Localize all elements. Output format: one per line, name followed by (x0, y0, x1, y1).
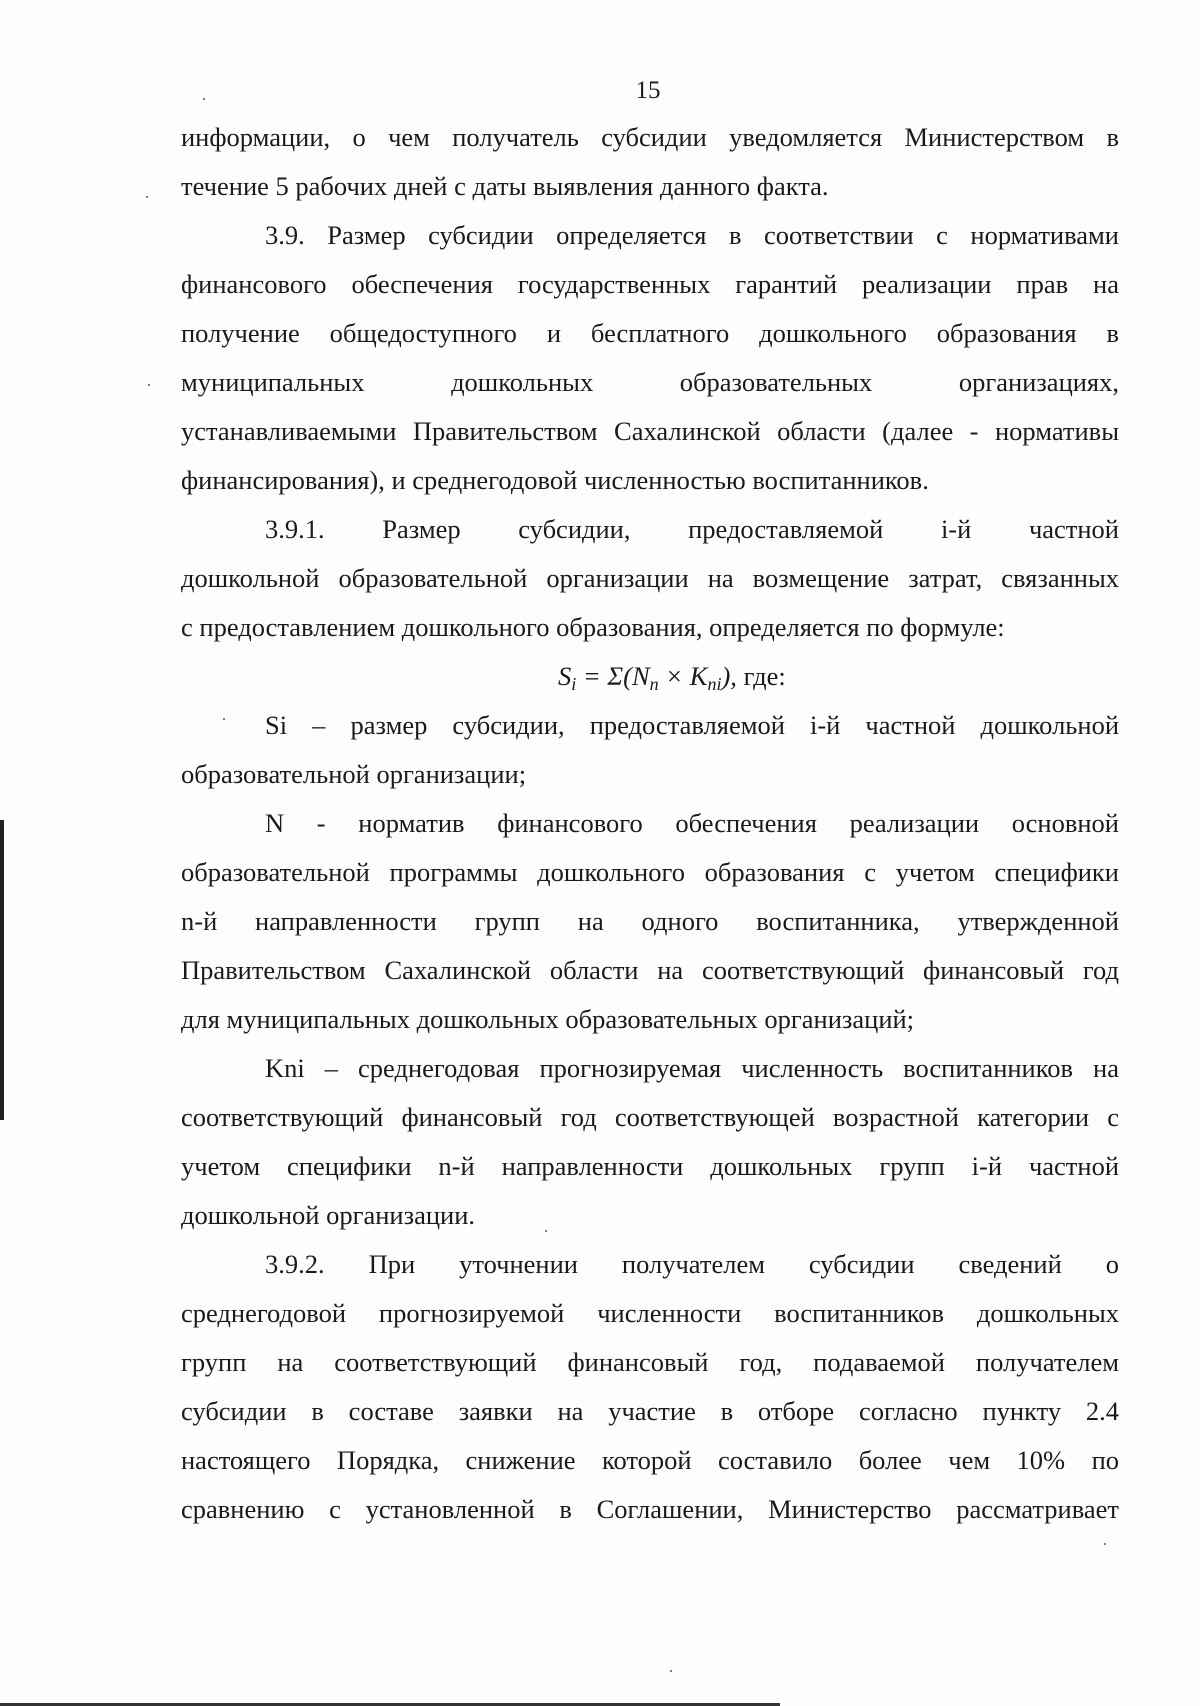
text-line: для муниципальных дошкольных образовательных организаций; (181, 1004, 915, 1034)
definition-si-line: Si – размер субсидии, предоставляемой i-й частной дошкольной (265, 710, 1119, 740)
text-line: информации, о чем получатель субсидии уведомляется Министерством в (181, 122, 1119, 152)
scan-speck (1104, 1543, 1106, 1545)
text-line: соответствующий финансовый год соответствующей возрастной категории с (181, 1102, 1119, 1132)
scan-speck (670, 1670, 672, 1672)
text-line: муниципальных дошкольных образовательных организациях, (181, 367, 1119, 397)
formula-lhs: S (558, 661, 572, 691)
scan-speck (148, 384, 150, 386)
text-line: учетом специфики n-й направленности дошкольных групп i-й частной (181, 1151, 1119, 1181)
formula-expression (558, 661, 737, 694)
formula-k-subscript: ni (707, 674, 722, 694)
definition-n-line: N - норматив финансового обеспечения реализации основной (265, 808, 1119, 838)
text-line: с предоставлением дошкольного образования, определяется по формуле: (181, 612, 1005, 642)
formula-sum: = Σ(N (576, 661, 650, 691)
document-body (181, 113, 1119, 1534)
text-line: дошкольной организации. (181, 1200, 476, 1230)
scan-margin-mark (0, 820, 4, 1120)
text-line: дошкольной образовательной организации на возмещение затрат, связанных (181, 563, 1119, 593)
text-line: групп на соответствующий финансовый год, подаваемой получателем (181, 1347, 1119, 1377)
text-line: образовательной программы дошкольного образования с учетом специфики (181, 857, 1119, 887)
scan-speck (223, 718, 225, 720)
formula-lhs-subscript: i (571, 674, 577, 694)
text-line: устанавливаемыми Правительством Сахалинской области (далее - нормативы (181, 416, 1119, 446)
text-line: образовательной организации; (181, 759, 527, 789)
definition-kni-line: Kni – среднегодовая прогнозируемая численность воспитанников на (265, 1053, 1119, 1083)
text-line: настоящего Порядка, снижение которой составило более чем 10% по (181, 1445, 1119, 1475)
scan-speck (545, 1230, 547, 1232)
text-line: субсидии в составе заявки на участие в отборе согласно пункту 2.4 (181, 1396, 1119, 1426)
text-line: получение общедоступного и бесплатного дошкольного образования в (181, 318, 1119, 348)
formula-n-subscript: n (649, 674, 659, 694)
scan-speck (146, 196, 148, 198)
text-line: финансирования), и среднегодовой численностью воспитанников. (181, 465, 929, 495)
text-line: течение 5 рабочих дней с даты выявления данного факта. (181, 171, 829, 201)
text-line: сравнению с установленной в Соглашении, Министерство рассматривает (181, 1494, 1119, 1524)
section-3-9-line: 3.9. Размер субсидии определяется в соответствии с нормативами (265, 220, 1119, 250)
page-number: 15 (635, 77, 661, 104)
scan-speck (203, 98, 205, 100)
formula-close: ), (721, 661, 737, 691)
formula-tail: где: (736, 661, 786, 691)
formula-times: × K (658, 661, 708, 691)
section-3-9-2-line: 3.9.2. При уточнении получателем субсидии сведений о (265, 1249, 1119, 1279)
text-line: финансового обеспечения государственных гарантий реализации прав на (181, 269, 1119, 299)
text-line: n-й направленности групп на одного воспитанника, утвержденной (181, 906, 1119, 936)
section-3-9-1-line: 3.9.1. Размер субсидии, предоставляемой i-й частной (265, 514, 1119, 544)
subsidy-formula (181, 652, 1119, 701)
text-line: Правительством Сахалинской области на соответствующий финансовый год (181, 955, 1119, 985)
text-line: среднегодовой прогнозируемой численности воспитанников дошкольных (181, 1298, 1119, 1328)
